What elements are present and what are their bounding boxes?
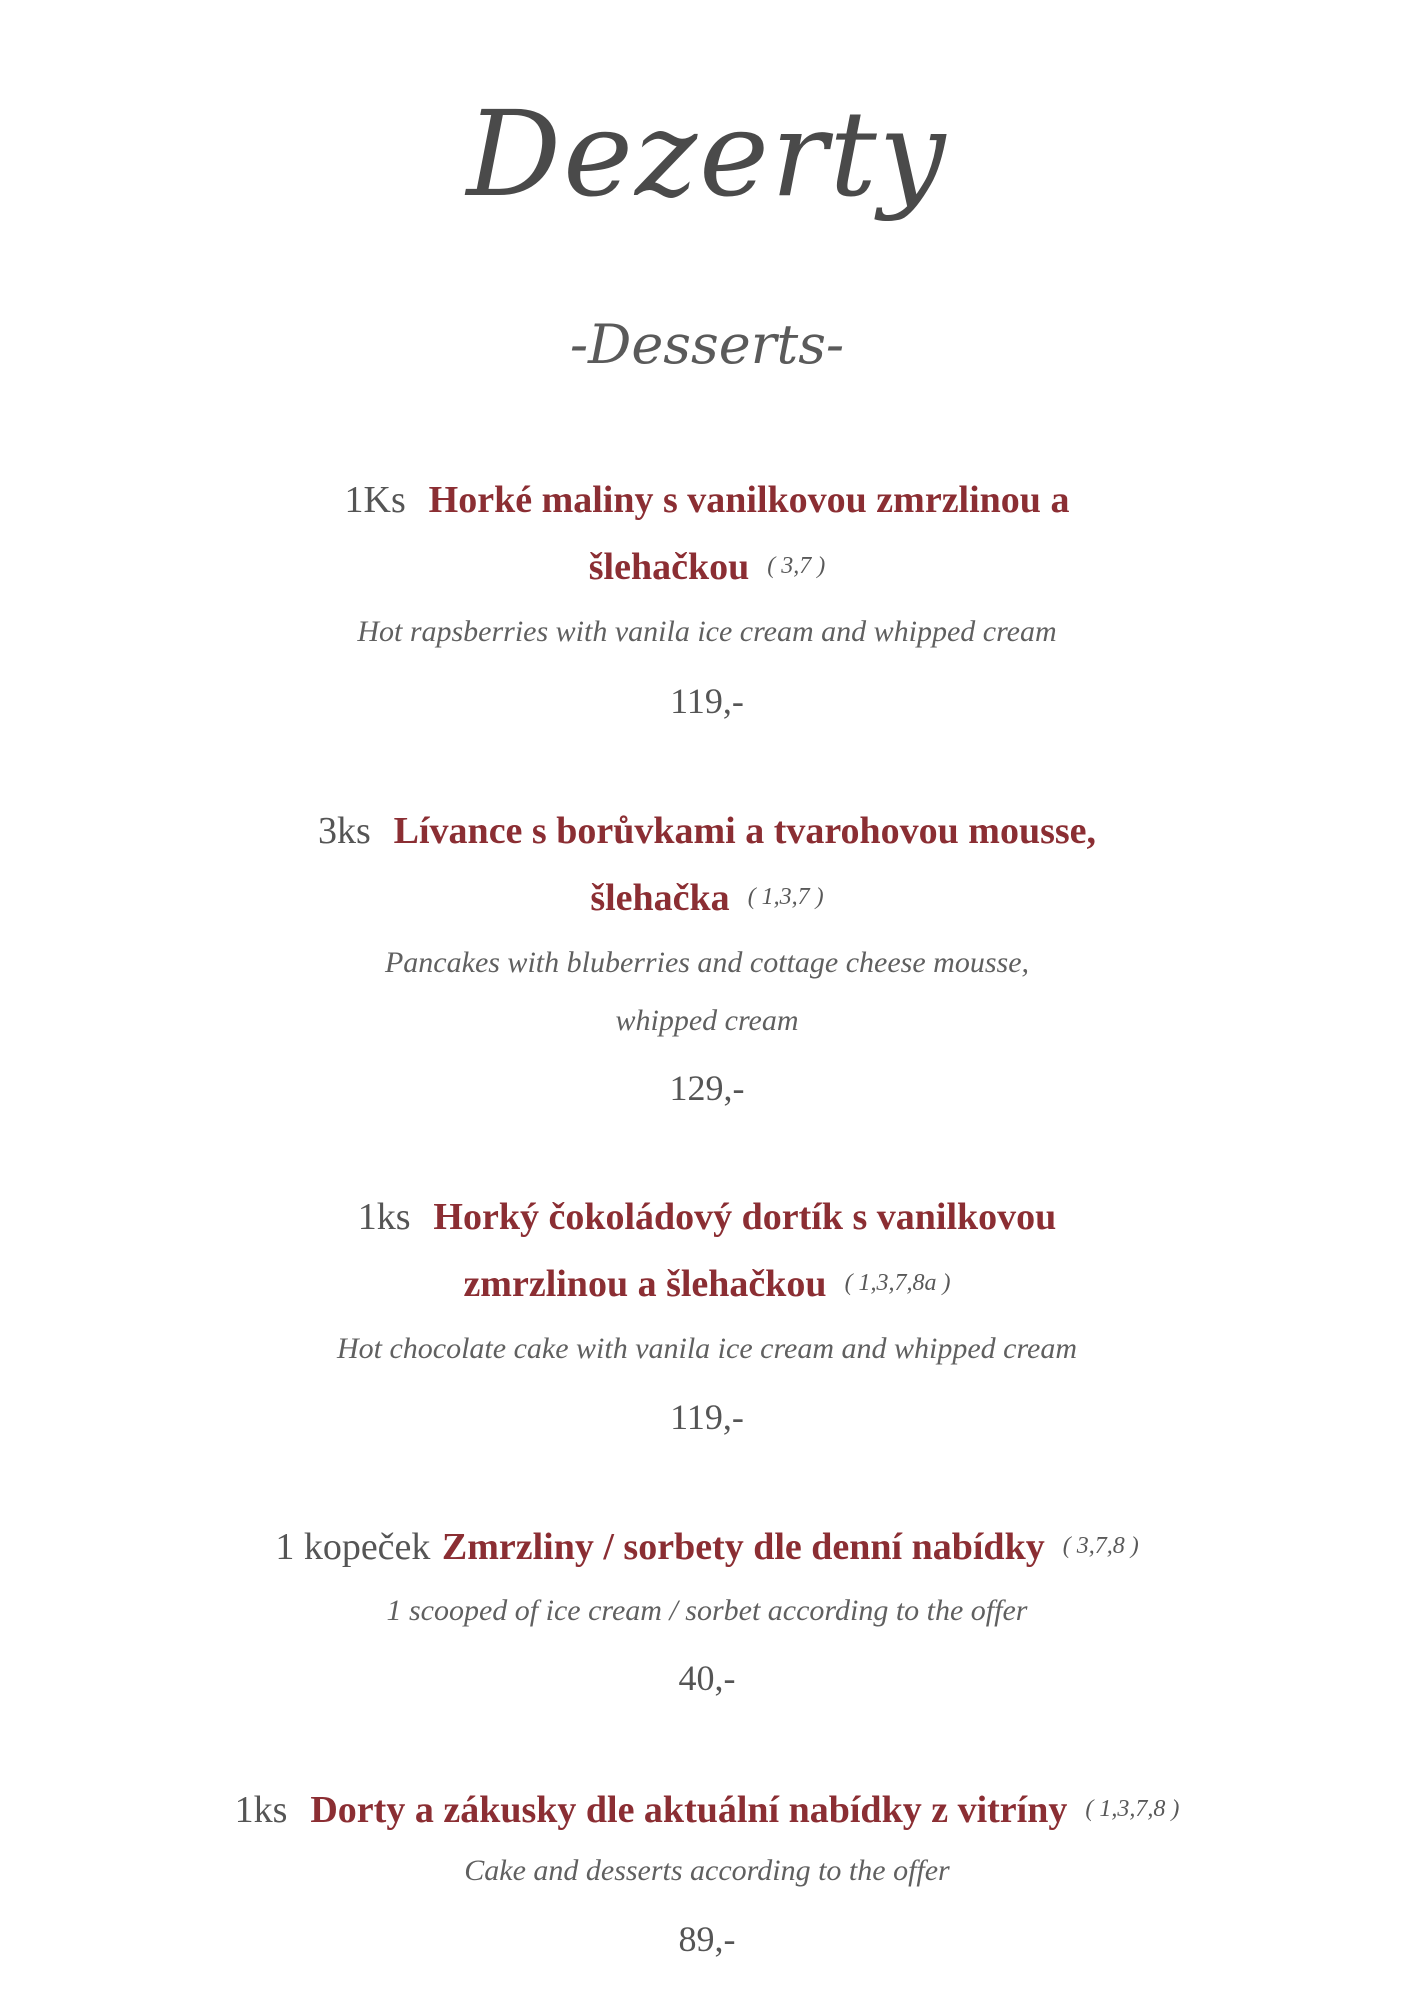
item-description: whipped cream xyxy=(615,1004,799,1037)
item-name-line xyxy=(0,1195,1414,1241)
item-description: Pancakes with bluberries and cottage cheese mousse, xyxy=(384,946,1030,979)
item-description: 1 scooped of ice cream / sorbet according to the offer xyxy=(386,1594,1028,1627)
item-price: 119,- xyxy=(670,1397,744,1437)
menu-subtitle: -Desserts- xyxy=(569,313,845,376)
item-name-line xyxy=(0,809,1414,855)
item-description: Cake and desserts according to the offer xyxy=(464,1854,950,1887)
item-name-continued: šlehačka xyxy=(590,877,730,919)
item-allergens: ( 1,3,7,8a ) xyxy=(844,1270,951,1296)
item-allergens: ( 1,3,7,8 ) xyxy=(1085,1796,1180,1822)
item-quantity: 1ks xyxy=(357,1196,411,1238)
item-name: Horký čokoládový dortík s vanilkovou xyxy=(433,1196,1057,1238)
item-quantity: 1Ks xyxy=(344,479,406,521)
item-allergens: ( 3,7,8 ) xyxy=(1062,1533,1139,1559)
item-name-line xyxy=(0,1525,1414,1571)
item-name: Horké maliny s vanilkovou zmrzlinou a xyxy=(428,479,1070,521)
item-description: Hot rapsberries with vanila ice cream and whipped cream xyxy=(357,615,1057,648)
item-quantity: 3ks xyxy=(317,810,371,852)
item-price: 119,- xyxy=(670,681,744,721)
menu-title: Dezerty xyxy=(466,85,948,223)
item-price: 40,- xyxy=(678,1658,736,1698)
item-quantity: 1ks xyxy=(234,1789,288,1831)
item-price: 89,- xyxy=(678,1919,736,1959)
item-name-line xyxy=(0,478,1414,524)
item-name: Dorty a zákusky dle aktuální nabídky z vitríny xyxy=(310,1789,1068,1831)
item-name-line xyxy=(0,1262,1414,1308)
item-name-line xyxy=(0,1788,1414,1834)
item-allergens: ( 1,3,7 ) xyxy=(747,884,824,910)
item-name-line xyxy=(0,876,1414,922)
item-price: 129,- xyxy=(669,1068,745,1108)
item-name-continued: šlehačkou xyxy=(588,546,750,588)
item-name-line xyxy=(0,545,1414,591)
item-name-continued: zmrzlinou a šlehačkou xyxy=(463,1263,827,1305)
item-allergens: ( 3,7 ) xyxy=(767,553,826,579)
item-name: Lívance s borůvkami a tvarohovou mousse, xyxy=(393,810,1097,852)
item-description: Hot chocolate cake with vanila ice cream and whipped cream xyxy=(336,1332,1078,1365)
item-quantity: 1 kopeček xyxy=(275,1526,431,1568)
item-name: Zmrzliny / sorbety dle denní nabídky xyxy=(441,1526,1045,1568)
